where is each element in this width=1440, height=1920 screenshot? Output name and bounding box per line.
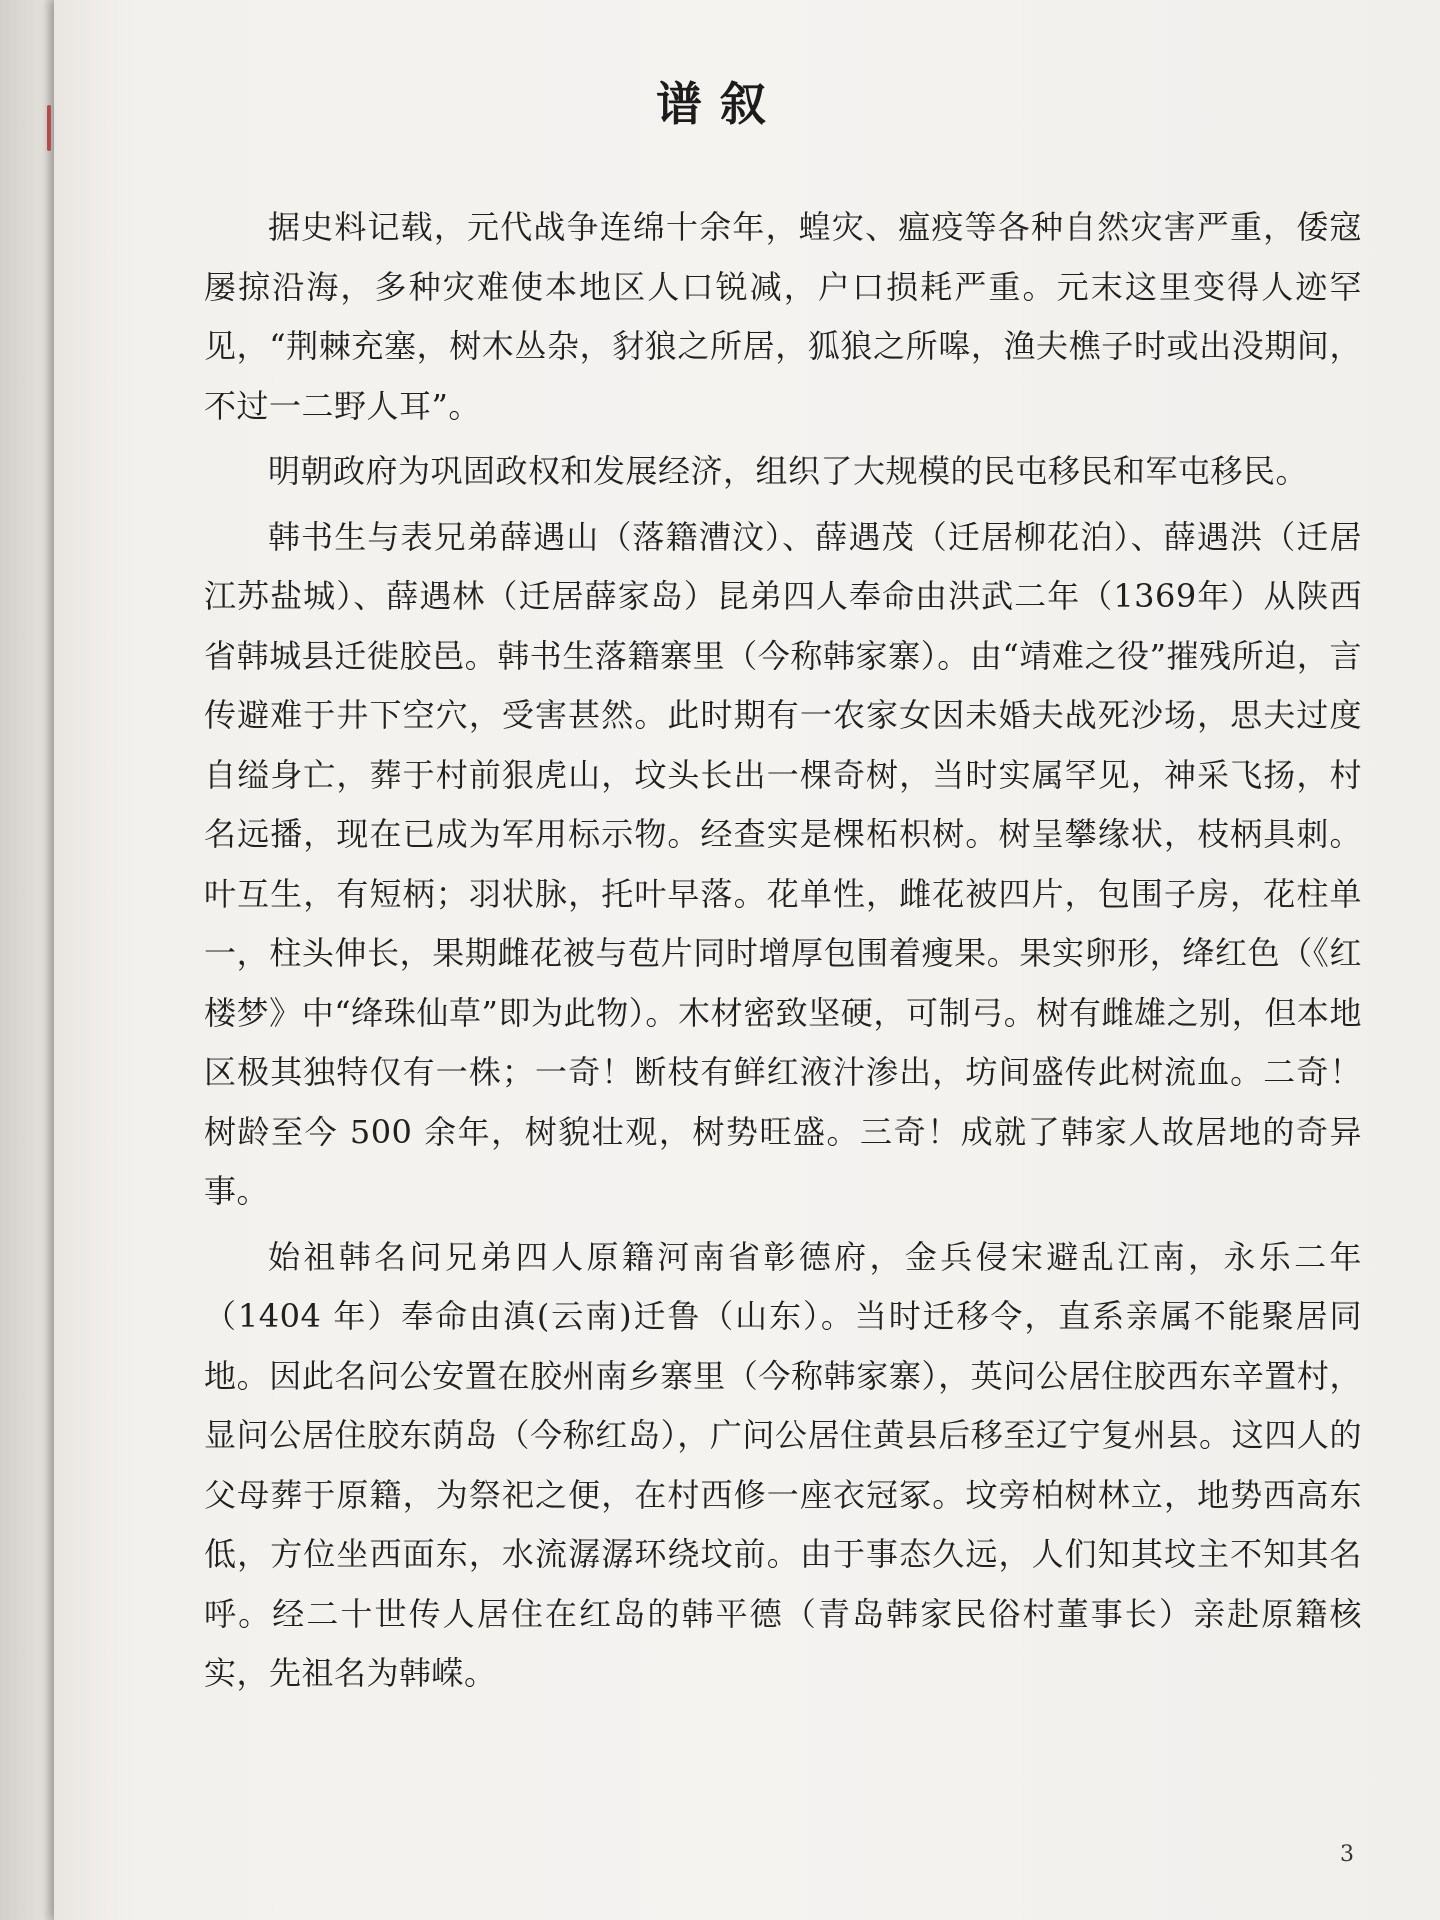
page-number: 3 (1340, 1842, 1354, 1867)
book-binding-edge (0, 0, 54, 1920)
paragraph-historical-background: 据史料记载，元代战争连绵十余年，蝗灾、瘟疫等各种自然灾害严重，倭寇屡掠沿海，多种灾难使本地区人口锐减，户口损耗严重。元末这里变得人迹罕见，“荆棘充塞，树木丛杂，豺狼之所居，狐狼之所嗥，渔夫樵子时或出没期间，不过一二野人耳”。 (204, 208, 1362, 425)
paragraph-ming-migration: 明朝政府为巩固政权和发展经济，组织了大规模的民屯移民和军屯移民。 (268, 452, 1309, 490)
body-text (204, 198, 1362, 1710)
page-title: 谱叙 (656, 77, 784, 131)
paragraph-han-mingwen: 始祖韩名问兄弟四人原籍河南省彰德府，金兵侵宋避乱江南，永乐二年（1404 年）奉命由滇(云南)迁鲁（山东）。当时迁移令，直系亲属不能聚居同地。因此名问公安置在胶州南乡寨里（今称韩家寨），英问公居住胶西东辛置村，显问公居住胶东荫岛（今称红岛），广问公居住黄县后移至辽宁复州县。这四人的父母葬于原籍，为祭祀之便，在村西修一座衣冠冢。坟旁柏树林立，地势西高东低，方位坐西面东，水流潺潺环绕坟前。由于事态久远，人们知其坟主不知其名呼。经二十世传人居住在红岛的韩平德（青岛韩家民俗村董事长）亲赴原籍核实，先祖名为韩嵘。 (204, 1237, 1362, 1692)
paragraph-han-shusheng: 韩书生与表兄弟薛遇山（落籍漕汶）、薛遇茂（迁居柳花泊）、薛遇洪（迁居江苏盐城）、薛遇林（迁居薛家岛）昆弟四人奉命由洪武二年（1369年）从陕西省韩城县迁徙胶邑。韩书生落籍寨里（今称韩家寨）。由“靖难之役”摧残所迫，言传避难于井下空穴，受害甚然。此时期有一农家女因未婚夫战死沙场，思夫过度自缢身亡，葬于村前狠虎山，坟头长出一棵奇树，当时实属罕见，神采飞扬，村名远播，现在已成为军用标示物。经查实是棵柘枳树。树呈攀缘状，枝柄具刺。叶互生，有短柄；羽状脉，托叶早落。花单性，雌花被四片，包围子房，花柱单一，柱头伸长，果期雌花被与苞片同时增厚包围着瘦果。果实卵形，绛红色（《红楼梦》中“绛珠仙草”即为此物）。木材密致坚硬，可制弓。树有雌雄之别，但本地区极其独特仅有一株；一奇！断枝有鲜红液汁渗出，坊间盛传此树流血。二奇！树龄至今 500 余年，树貌壮观，树势旺盛。三奇！成就了韩家人故居地的奇异事。 (204, 517, 1362, 1210)
